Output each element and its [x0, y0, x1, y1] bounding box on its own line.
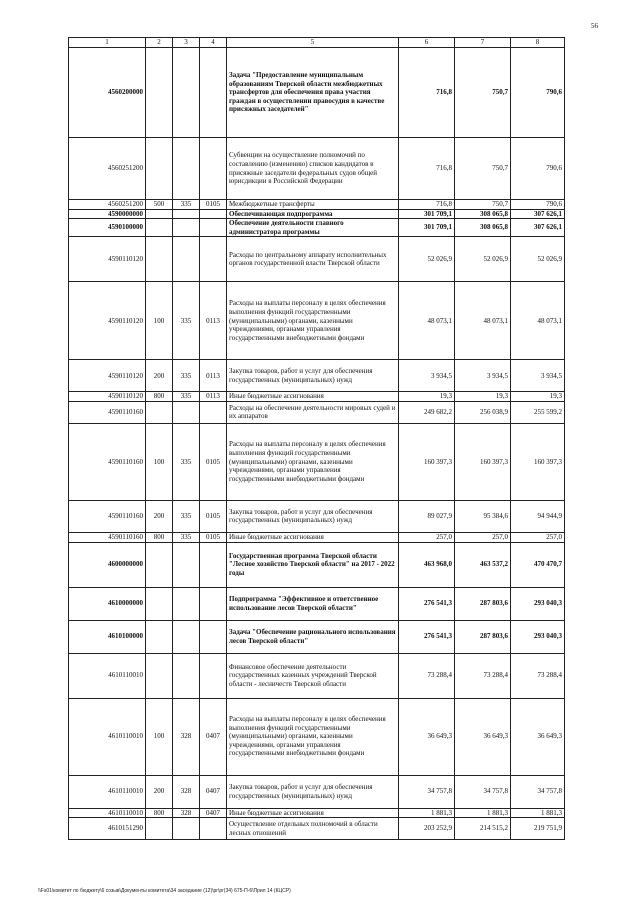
table-row — [69, 392, 565, 402]
cell-expense-type — [146, 620, 173, 653]
cell-value-year-3: 790,6 — [511, 48, 565, 138]
cell-value-year-1: 301 709,1 — [399, 209, 455, 219]
table-row — [69, 360, 565, 392]
cell-value-year-2: 214 515,2 — [455, 818, 511, 840]
cell-value-year-2: 160 397,3 — [455, 423, 511, 500]
cell-admin-code: 328 — [173, 808, 200, 818]
cell-section: 0105 — [200, 423, 227, 500]
cell-name: Иные бюджетные ассигнования — [227, 392, 399, 402]
cell-value-year-3: 219 751,9 — [511, 818, 565, 840]
page-number: 56 — [591, 22, 598, 30]
cell-code: 4610110010 — [69, 653, 146, 698]
cell-name: Финансовое обеспечение деятельности государственных казенных учреждений Тверской области - лесничеств Тверской области — [227, 653, 399, 698]
cell-value-year-2: 36 649,3 — [455, 698, 511, 775]
cell-value-year-1: 89 027,9 — [399, 500, 455, 532]
cell-value-year-1: 276 541,3 — [399, 620, 455, 653]
cell-code: 4560200000 — [69, 48, 146, 138]
cell-value-year-1: 73 288,4 — [399, 653, 455, 698]
cell-name: Осуществление отдельных полномочий в области лесных отношений — [227, 818, 399, 840]
cell-admin-code: 335 — [173, 360, 200, 392]
cell-expense-type — [146, 818, 173, 840]
cell-name: Задача "Обеспечение рационального использования лесов Тверской области" — [227, 620, 399, 653]
cell-expense-type — [146, 209, 173, 219]
cell-value-year-1: 48 073,1 — [399, 282, 455, 360]
cell-section: 0113 — [200, 282, 227, 360]
cell-name: Обеспечение деятельности главного администратора программы — [227, 219, 399, 237]
table-row — [69, 48, 565, 138]
cell-expense-type: 100 — [146, 423, 173, 500]
cell-value-year-2: 256 038,9 — [455, 401, 511, 423]
cell-value-year-2: 287 803,6 — [455, 587, 511, 620]
cell-expense-type: 200 — [146, 775, 173, 808]
cell-code: 4590000000 — [69, 209, 146, 219]
cell-value-year-3: 307 626,1 — [511, 209, 565, 219]
cell-value-year-3: 94 944,9 — [511, 500, 565, 532]
cell-value-year-1: 463 968,0 — [399, 542, 455, 587]
table-row — [69, 209, 565, 219]
cell-value-year-3: 34 757,8 — [511, 775, 565, 808]
cell-admin-code — [173, 48, 200, 138]
table-row — [69, 532, 565, 542]
cell-code: 4610151290 — [69, 818, 146, 840]
cell-value-year-2: 73 288,4 — [455, 653, 511, 698]
cell-name: Расходы по центральному аппарату исполнительных органов государственной власти Тверской области — [227, 237, 399, 282]
cell-value-year-3: 293 040,3 — [511, 620, 565, 653]
cell-expense-type: 800 — [146, 392, 173, 402]
table-row — [69, 620, 565, 653]
cell-section — [200, 138, 227, 200]
cell-value-year-1: 34 757,8 — [399, 775, 455, 808]
cell-expense-type: 100 — [146, 698, 173, 775]
cell-expense-type — [146, 48, 173, 138]
table-row — [69, 587, 565, 620]
table-row — [69, 500, 565, 532]
cell-expense-type: 200 — [146, 360, 173, 392]
cell-section — [200, 818, 227, 840]
cell-name: Закупка товаров, работ и услуг для обеспечения государственных (муниципальных) нужд — [227, 360, 399, 392]
cell-value-year-1: 36 649,3 — [399, 698, 455, 775]
table-row — [69, 138, 565, 200]
cell-name: Закупка товаров, работ и услуг для обеспечения государственных (муниципальных) нужд — [227, 775, 399, 808]
cell-value-year-2: 750,7 — [455, 138, 511, 200]
cell-name: Расходы на выплаты персоналу в целях обеспечения выполнения функций государственными (муниципальными) органами, казенными учреждениями, органами управления государственными внебюджетными фондами — [227, 698, 399, 775]
cell-code: 4610000000 — [69, 587, 146, 620]
cell-expense-type — [146, 587, 173, 620]
cell-admin-code — [173, 653, 200, 698]
cell-value-year-2: 750,7 — [455, 200, 511, 210]
cell-expense-type — [146, 401, 173, 423]
cell-admin-code — [173, 542, 200, 587]
cell-value-year-1: 716,8 — [399, 48, 455, 138]
cell-section: 0407 — [200, 808, 227, 818]
cell-section — [200, 237, 227, 282]
footer-file-path: \\Fs01\комитет по бюджету\6 созыв\Документы комитета\34 заседание (12)\pr\pr(34) 675-П-6\Прил 14 (КЦСР) — [38, 888, 291, 894]
cell-section — [200, 209, 227, 219]
cell-section — [200, 653, 227, 698]
cell-section: 0113 — [200, 360, 227, 392]
cell-name: Государственная программа Тверской области "Лесное хозяйство Тверской области" на 2017 - 2022 годы — [227, 542, 399, 587]
cell-value-year-1: 1 881,3 — [399, 808, 455, 818]
cell-value-year-3: 790,6 — [511, 200, 565, 210]
cell-expense-type — [146, 219, 173, 237]
cell-section: 0105 — [200, 500, 227, 532]
cell-admin-code: 335 — [173, 423, 200, 500]
cell-expense-type: 500 — [146, 200, 173, 210]
cell-value-year-1: 276 541,3 — [399, 587, 455, 620]
cell-code: 4560251200 — [69, 138, 146, 200]
cell-expense-type — [146, 653, 173, 698]
cell-admin-code: 335 — [173, 200, 200, 210]
cell-value-year-1: 716,8 — [399, 138, 455, 200]
cell-admin-code — [173, 620, 200, 653]
cell-admin-code — [173, 587, 200, 620]
header-cell: 8 — [511, 38, 565, 48]
cell-value-year-3: 19,3 — [511, 392, 565, 402]
cell-admin-code — [173, 138, 200, 200]
cell-section: 0407 — [200, 698, 227, 775]
cell-section: 0105 — [200, 200, 227, 210]
cell-value-year-1: 257,0 — [399, 532, 455, 542]
cell-expense-type: 800 — [146, 808, 173, 818]
header-cell: 2 — [146, 38, 173, 48]
cell-code: 4590100000 — [69, 219, 146, 237]
cell-value-year-3: 3 934,5 — [511, 360, 565, 392]
cell-value-year-3: 36 649,3 — [511, 698, 565, 775]
cell-code: 4590110120 — [69, 282, 146, 360]
cell-admin-code: 328 — [173, 698, 200, 775]
cell-expense-type — [146, 138, 173, 200]
cell-name: Расходы на выплаты персоналу в целях обеспечения выполнения функций государственными (муниципальными) органами, казенными учреждениями, органами управления государственными внебюджетными фондами — [227, 423, 399, 500]
cell-name: Задача "Предоставление муниципальным образованиям Тверской области межбюджетных трансфертов для обеспечения права участия граждан в осуществлении правосудия в качестве присяжных заседателей" — [227, 48, 399, 138]
cell-name: Иные бюджетные ассигнования — [227, 532, 399, 542]
cell-code: 4600000000 — [69, 542, 146, 587]
cell-section — [200, 48, 227, 138]
cell-code: 4590110160 — [69, 423, 146, 500]
cell-expense-type — [146, 542, 173, 587]
cell-value-year-2: 463 537,2 — [455, 542, 511, 587]
cell-value-year-3: 255 599,2 — [511, 401, 565, 423]
cell-value-year-2: 308 065,8 — [455, 209, 511, 219]
cell-code: 4610110010 — [69, 698, 146, 775]
cell-value-year-3: 790,6 — [511, 138, 565, 200]
cell-section — [200, 219, 227, 237]
table-row — [69, 237, 565, 282]
cell-value-year-1: 3 934,5 — [399, 360, 455, 392]
header-cell: 5 — [227, 38, 399, 48]
table-row — [69, 542, 565, 587]
cell-section — [200, 401, 227, 423]
cell-value-year-2: 287 803,6 — [455, 620, 511, 653]
table-row — [69, 808, 565, 818]
header-cell: 1 — [69, 38, 146, 48]
cell-value-year-2: 308 065,8 — [455, 219, 511, 237]
cell-expense-type: 800 — [146, 532, 173, 542]
cell-section — [200, 542, 227, 587]
cell-section — [200, 587, 227, 620]
cell-admin-code: 335 — [173, 282, 200, 360]
cell-code: 4590110120 — [69, 237, 146, 282]
cell-value-year-1: 249 682,2 — [399, 401, 455, 423]
cell-code: 4560251200 — [69, 200, 146, 210]
cell-section: 0407 — [200, 775, 227, 808]
cell-value-year-3: 470 470,7 — [511, 542, 565, 587]
cell-code: 4610100000 — [69, 620, 146, 653]
cell-value-year-2: 95 384,6 — [455, 500, 511, 532]
cell-section: 0113 — [200, 392, 227, 402]
cell-value-year-3: 1 881,3 — [511, 808, 565, 818]
cell-admin-code: 335 — [173, 392, 200, 402]
cell-value-year-3: 160 397,3 — [511, 423, 565, 500]
cell-value-year-1: 301 709,1 — [399, 219, 455, 237]
table-row — [69, 200, 565, 210]
cell-value-year-2: 750,7 — [455, 48, 511, 138]
cell-name: Субвенции на осуществление полномочий по составлению (изменению) списков кандидатов в присяжные заседатели федеральных судов общей юрисдикции в Российской Федерации — [227, 138, 399, 200]
table-row — [69, 818, 565, 840]
cell-name: Подпрограмма "Эффективное и ответственное использование лесов Тверской области" — [227, 587, 399, 620]
cell-value-year-2: 257,0 — [455, 532, 511, 542]
cell-section: 0105 — [200, 532, 227, 542]
cell-value-year-2: 1 881,3 — [455, 808, 511, 818]
cell-value-year-3: 48 073,1 — [511, 282, 565, 360]
cell-admin-code — [173, 818, 200, 840]
cell-value-year-2: 34 757,8 — [455, 775, 511, 808]
column-number-header-row — [69, 38, 565, 48]
cell-name: Закупка товаров, работ и услуг для обеспечения государственных (муниципальных) нужд — [227, 500, 399, 532]
cell-name: Иные бюджетные ассигнования — [227, 808, 399, 818]
cell-name: Обеспечивающая подпрограмма — [227, 209, 399, 219]
cell-value-year-3: 257,0 — [511, 532, 565, 542]
cell-value-year-3: 293 040,3 — [511, 587, 565, 620]
cell-admin-code — [173, 209, 200, 219]
table-row — [69, 219, 565, 237]
cell-code: 4590110120 — [69, 392, 146, 402]
header-cell: 4 — [200, 38, 227, 48]
cell-value-year-2: 48 073,1 — [455, 282, 511, 360]
cell-admin-code — [173, 401, 200, 423]
cell-name: Межбюджетные трансферты — [227, 200, 399, 210]
table-row — [69, 653, 565, 698]
cell-admin-code — [173, 219, 200, 237]
cell-value-year-1: 52 026,9 — [399, 237, 455, 282]
cell-admin-code — [173, 237, 200, 282]
cell-value-year-1: 160 397,3 — [399, 423, 455, 500]
cell-value-year-2: 19,3 — [455, 392, 511, 402]
cell-value-year-2: 52 026,9 — [455, 237, 511, 282]
table-row — [69, 282, 565, 360]
cell-admin-code: 335 — [173, 500, 200, 532]
header-cell: 3 — [173, 38, 200, 48]
cell-value-year-1: 19,3 — [399, 392, 455, 402]
cell-code: 4590110120 — [69, 360, 146, 392]
cell-section — [200, 620, 227, 653]
cell-admin-code: 335 — [173, 532, 200, 542]
cell-code: 4590110160 — [69, 532, 146, 542]
cell-code: 4590110160 — [69, 401, 146, 423]
cell-value-year-1: 716,8 — [399, 200, 455, 210]
cell-code: 4590110160 — [69, 500, 146, 532]
cell-name: Расходы на выплаты персоналу в целях обеспечения выполнения функций государственными (муниципальными) органами, казенными учреждениями, органами управления государственными внебюджетными фондами — [227, 282, 399, 360]
cell-value-year-1: 203 252,9 — [399, 818, 455, 840]
cell-code: 4610110010 — [69, 808, 146, 818]
table-row — [69, 423, 565, 500]
header-cell: 6 — [399, 38, 455, 48]
cell-expense-type: 100 — [146, 282, 173, 360]
cell-value-year-2: 3 934,5 — [455, 360, 511, 392]
cell-value-year-3: 52 026,9 — [511, 237, 565, 282]
cell-expense-type — [146, 237, 173, 282]
cell-name: Расходы на обеспечение деятельности мировых судей и их аппаратов — [227, 401, 399, 423]
table-row — [69, 401, 565, 423]
cell-admin-code: 328 — [173, 775, 200, 808]
cell-code: 4610110010 — [69, 775, 146, 808]
cell-value-year-3: 307 626,1 — [511, 219, 565, 237]
cell-expense-type: 200 — [146, 500, 173, 532]
budget-table — [68, 37, 565, 840]
header-cell: 7 — [455, 38, 511, 48]
table-row — [69, 775, 565, 808]
table-row — [69, 698, 565, 775]
cell-value-year-3: 73 288,4 — [511, 653, 565, 698]
